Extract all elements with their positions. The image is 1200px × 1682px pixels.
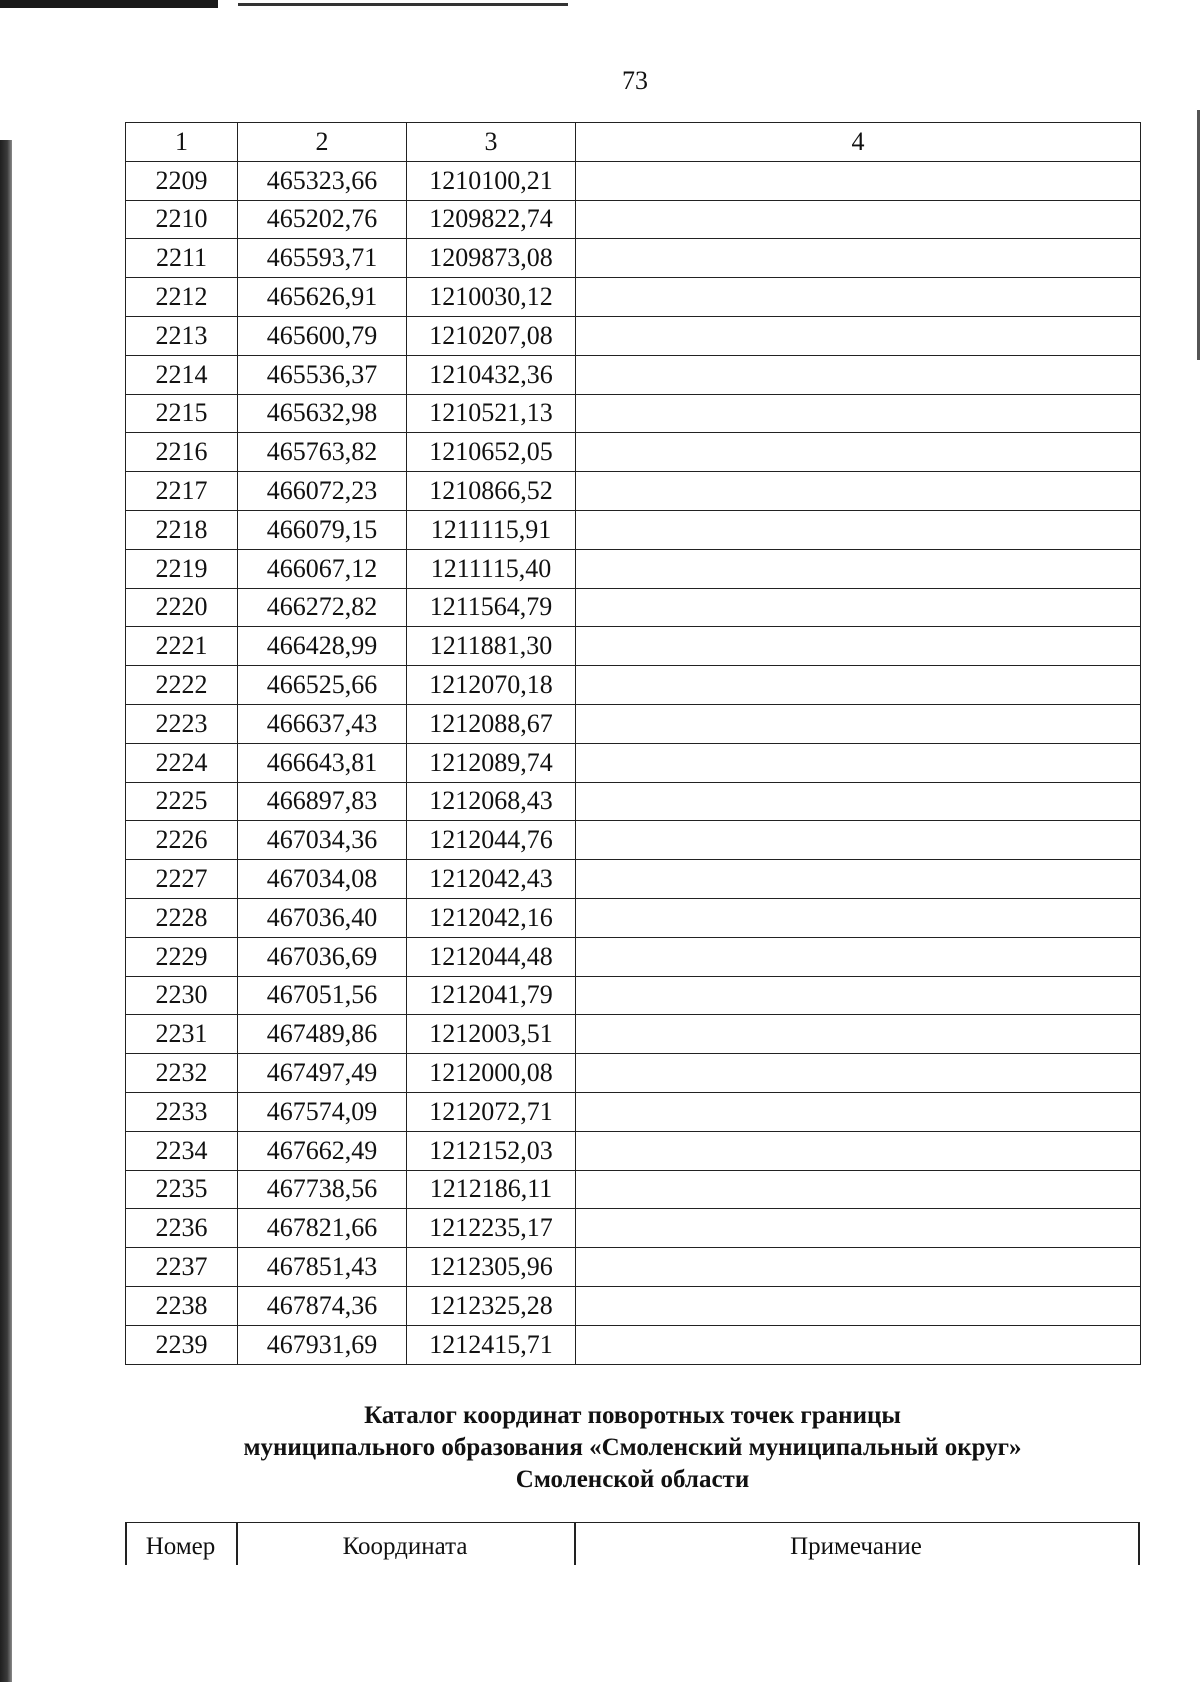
caption-line-2: муниципального образования «Смоленский муниципальный округ» [243, 1434, 1022, 1461]
cell-note [576, 1209, 1141, 1248]
table-row [126, 1092, 1141, 1131]
cell-number: 2217 [126, 472, 238, 511]
table-border [1138, 1523, 1140, 1565]
cell-note [576, 860, 1141, 899]
cell-number: 2223 [126, 704, 238, 743]
cell-note [576, 1054, 1141, 1093]
next-header-coordinate: Координата [342, 1533, 468, 1560]
cell-y: 1211115,40 [407, 549, 576, 588]
column-header-number: 1 [126, 123, 238, 162]
cell-number: 2232 [126, 1054, 238, 1093]
cell-x: 466272,82 [238, 588, 407, 627]
cell-number: 2214 [126, 355, 238, 394]
cell-number: 2210 [126, 200, 238, 239]
table-row [126, 1015, 1141, 1054]
cell-number: 2220 [126, 588, 238, 627]
table-row [126, 976, 1141, 1015]
cell-x: 465536,37 [238, 355, 407, 394]
cell-note [576, 1131, 1141, 1170]
table-row [126, 1131, 1141, 1170]
cell-number: 2236 [126, 1209, 238, 1248]
table-body [126, 161, 1141, 1364]
coordinates-table [125, 122, 1141, 1365]
cell-number: 2218 [126, 510, 238, 549]
cell-note [576, 161, 1141, 200]
table-row [126, 316, 1141, 355]
table-row [126, 239, 1141, 278]
table-row [126, 1209, 1141, 1248]
cell-x: 466643,81 [238, 743, 407, 782]
table-row [126, 588, 1141, 627]
cell-y: 1212044,48 [407, 937, 576, 976]
cell-x: 465763,82 [238, 433, 407, 472]
cell-x: 467738,56 [238, 1170, 407, 1209]
cell-note [576, 1015, 1141, 1054]
table-row [126, 704, 1141, 743]
cell-x: 466428,99 [238, 627, 407, 666]
table-row [126, 1248, 1141, 1287]
cell-x: 466637,43 [238, 704, 407, 743]
cell-note [576, 743, 1141, 782]
cell-note [576, 704, 1141, 743]
cell-y: 1212041,79 [407, 976, 576, 1015]
cell-note [576, 355, 1141, 394]
column-header-y: 3 [407, 123, 576, 162]
catalog-caption [125, 1400, 1140, 1496]
table-row [126, 510, 1141, 549]
cell-y: 1211881,30 [407, 627, 576, 666]
cell-y: 1210521,13 [407, 394, 576, 433]
table-row [126, 898, 1141, 937]
table-row [126, 821, 1141, 860]
scan-artifact-left-edge [0, 140, 12, 1682]
cell-x: 467034,36 [238, 821, 407, 860]
cell-y: 1212089,74 [407, 743, 576, 782]
cell-y: 1210432,36 [407, 355, 576, 394]
cell-number: 2225 [126, 782, 238, 821]
cell-number: 2224 [126, 743, 238, 782]
cell-x: 467821,66 [238, 1209, 407, 1248]
cell-note [576, 1092, 1141, 1131]
cell-y: 1211564,79 [407, 588, 576, 627]
cell-note [576, 316, 1141, 355]
cell-x: 467931,69 [238, 1325, 407, 1364]
cell-number: 2211 [126, 239, 238, 278]
cell-number: 2231 [126, 1015, 238, 1054]
cell-note [576, 1286, 1141, 1325]
cell-note [576, 588, 1141, 627]
next-header-number: Номер [145, 1533, 216, 1560]
cell-note [576, 200, 1141, 239]
table-row [126, 472, 1141, 511]
cell-note [576, 1325, 1141, 1364]
cell-x: 465626,91 [238, 278, 407, 317]
cell-number: 2235 [126, 1170, 238, 1209]
cell-note [576, 937, 1141, 976]
table-row [126, 666, 1141, 705]
table-row [126, 1325, 1141, 1364]
cell-note [576, 976, 1141, 1015]
table-row [126, 394, 1141, 433]
column-header-x: 2 [238, 123, 407, 162]
cell-x: 467574,09 [238, 1092, 407, 1131]
cell-number: 2216 [126, 433, 238, 472]
cell-x: 465323,66 [238, 161, 407, 200]
cell-note [576, 433, 1141, 472]
caption-line-3: Смоленской области [515, 1466, 750, 1493]
cell-note [576, 821, 1141, 860]
cell-number: 2212 [126, 278, 238, 317]
cell-number: 2215 [126, 394, 238, 433]
cell-y: 1212235,17 [407, 1209, 576, 1248]
cell-y: 1210100,21 [407, 161, 576, 200]
cell-y: 1212003,51 [407, 1015, 576, 1054]
cell-note [576, 472, 1141, 511]
table-row [126, 937, 1141, 976]
cell-number: 2221 [126, 627, 238, 666]
table-row [126, 278, 1141, 317]
cell-number: 2228 [126, 898, 238, 937]
cell-note [576, 239, 1141, 278]
table-row [126, 627, 1141, 666]
page-number: 73 [622, 66, 648, 95]
cell-number: 2230 [126, 976, 238, 1015]
cell-x: 466067,12 [238, 549, 407, 588]
cell-y: 1212415,71 [407, 1325, 576, 1364]
cell-number: 2227 [126, 860, 238, 899]
cell-x: 467034,08 [238, 860, 407, 899]
cell-y: 1212070,18 [407, 666, 576, 705]
cell-number: 2222 [126, 666, 238, 705]
table-row [126, 355, 1141, 394]
cell-note [576, 549, 1141, 588]
cell-x: 467051,56 [238, 976, 407, 1015]
cell-x: 466525,66 [238, 666, 407, 705]
table-row [126, 433, 1141, 472]
cell-x: 467497,49 [238, 1054, 407, 1093]
table-row [126, 549, 1141, 588]
cell-number: 2209 [126, 161, 238, 200]
cell-number: 2229 [126, 937, 238, 976]
cell-y: 1209873,08 [407, 239, 576, 278]
cell-number: 2237 [126, 1248, 238, 1287]
cell-y: 1212068,43 [407, 782, 576, 821]
cell-x: 467874,36 [238, 1286, 407, 1325]
cell-y: 1210207,08 [407, 316, 576, 355]
column-header-note: 4 [576, 123, 1141, 162]
cell-y: 1210866,52 [407, 472, 576, 511]
cell-y: 1210652,05 [407, 433, 576, 472]
table-header-row [126, 123, 1141, 162]
cell-y: 1212305,96 [407, 1248, 576, 1287]
scan-artifact-top-thin [238, 3, 568, 6]
cell-x: 466072,23 [238, 472, 407, 511]
table-row [126, 200, 1141, 239]
cell-note [576, 627, 1141, 666]
cell-x: 467489,86 [238, 1015, 407, 1054]
cell-y: 1212042,16 [407, 898, 576, 937]
cell-number: 2234 [126, 1131, 238, 1170]
cell-note [576, 278, 1141, 317]
cell-y: 1212000,08 [407, 1054, 576, 1093]
cell-note [576, 1248, 1141, 1287]
cell-note [576, 510, 1141, 549]
cell-y: 1209822,74 [407, 200, 576, 239]
cell-note [576, 394, 1141, 433]
cell-y: 1212088,67 [407, 704, 576, 743]
next-header-note: Примечание [790, 1533, 922, 1560]
cell-x: 465202,76 [238, 200, 407, 239]
cell-number: 2233 [126, 1092, 238, 1131]
cell-y: 1212072,71 [407, 1092, 576, 1131]
cell-number: 2239 [126, 1325, 238, 1364]
cell-note [576, 782, 1141, 821]
cell-y: 1211115,91 [407, 510, 576, 549]
cell-note [576, 898, 1141, 937]
table-row [126, 1054, 1141, 1093]
table-row [126, 743, 1141, 782]
table-row [126, 782, 1141, 821]
cell-x: 466897,83 [238, 782, 407, 821]
table-row [126, 161, 1141, 200]
table-row [126, 1286, 1141, 1325]
cell-note [576, 1170, 1141, 1209]
cell-number: 2238 [126, 1286, 238, 1325]
caption-line-1: Каталог координат поворотных точек границы [364, 1402, 901, 1429]
cell-y: 1210030,12 [407, 278, 576, 317]
cell-x: 467851,43 [238, 1248, 407, 1287]
cell-number: 2219 [126, 549, 238, 588]
cell-x: 467036,40 [238, 898, 407, 937]
table-row [126, 1170, 1141, 1209]
scan-artifact-top [0, 0, 218, 8]
cell-y: 1212186,11 [407, 1170, 576, 1209]
cell-x: 465600,79 [238, 316, 407, 355]
cell-number: 2213 [126, 316, 238, 355]
cell-number: 2226 [126, 821, 238, 860]
cell-x: 465593,71 [238, 239, 407, 278]
cell-y: 1212044,76 [407, 821, 576, 860]
cell-x: 467036,69 [238, 937, 407, 976]
cell-x: 465632,98 [238, 394, 407, 433]
cell-x: 467662,49 [238, 1131, 407, 1170]
next-table-header [125, 1522, 1140, 1565]
cell-y: 1212325,28 [407, 1286, 576, 1325]
cell-y: 1212042,43 [407, 860, 576, 899]
cell-y: 1212152,03 [407, 1131, 576, 1170]
cell-note [576, 666, 1141, 705]
table-row [126, 860, 1141, 899]
cell-x: 466079,15 [238, 510, 407, 549]
